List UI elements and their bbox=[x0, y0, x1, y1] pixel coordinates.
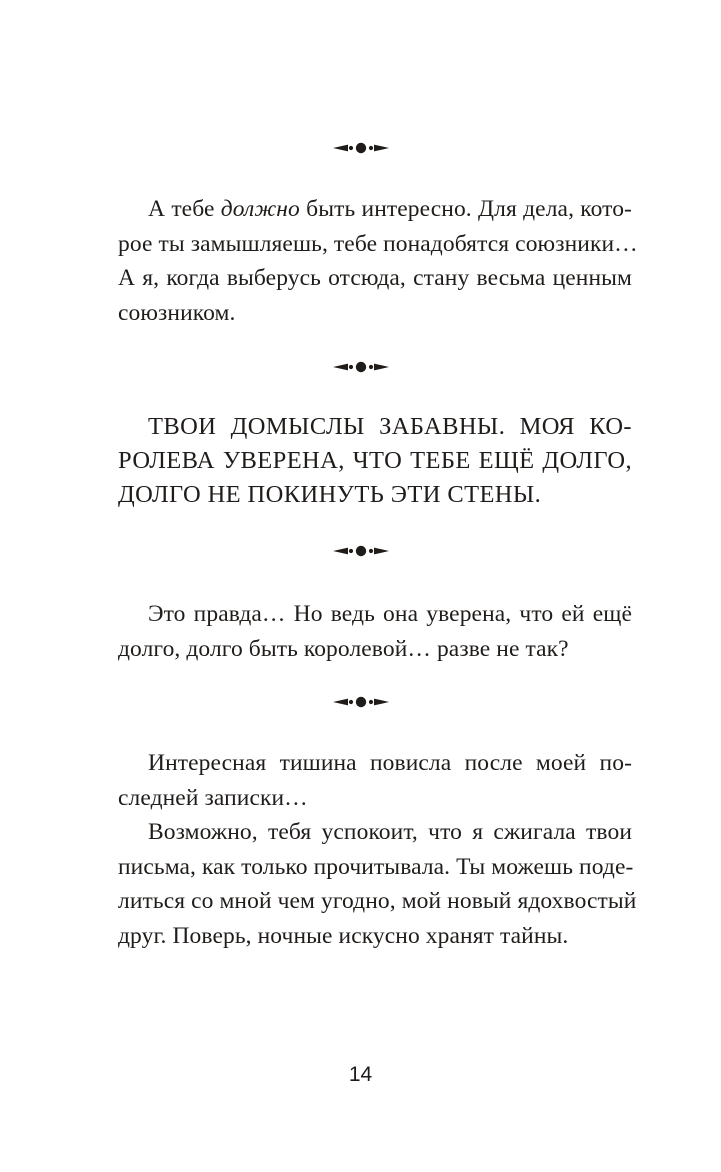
paragraph-line bbox=[118, 192, 632, 227]
paragraph-line: Возможно, тебя успокоит, что я сжигала твои bbox=[148, 819, 632, 845]
paragraph-line: друг. Поверь, ночные искусно хранят тайны. bbox=[118, 922, 569, 949]
paragraph-line: письма, как только прочитывала. Ты можешь поде- bbox=[118, 853, 634, 880]
paragraph-line: Это правда… Но ведь она уверена, что ей ещё bbox=[148, 601, 632, 627]
ornament-divider-icon bbox=[0, 541, 721, 561]
paragraph-line: союзником. bbox=[118, 299, 236, 326]
italic-emphasis: должно bbox=[220, 196, 300, 222]
ornament-divider-icon bbox=[0, 357, 721, 377]
paragraph-line: ДОЛГО НЕ ПОКИНУТЬ ЭТИ СТЕНЫ. bbox=[118, 481, 542, 508]
text-run: быть интересно. Для дела, кото- bbox=[299, 196, 632, 222]
letter-paragraph-4 bbox=[118, 746, 637, 953]
paragraph-line: следней записки… bbox=[118, 784, 308, 811]
text-run: А тебе bbox=[148, 196, 221, 222]
paragraph-line: рое ты замышляешь, тебе понадобятся союзники… bbox=[118, 230, 638, 257]
paragraph-line: Интересная тишина повисла после моей по- bbox=[148, 750, 632, 776]
letter-paragraph-1 bbox=[118, 192, 638, 330]
ornament-divider-icon bbox=[0, 138, 721, 158]
paragraph-line: литься со мной чем угодно, мой новый ядохвостый bbox=[118, 888, 637, 914]
paragraph-line: А я, когда выберусь отсюда, стану весьма ценным bbox=[118, 265, 632, 291]
ornament-divider-icon bbox=[0, 692, 721, 712]
paragraph-line: ТВОИ ДОМЫСЛЫ ЗАБАВНЫ. МОЯ КО- bbox=[148, 413, 632, 440]
paragraph-line: долго, долго быть королевой… разве не так? bbox=[118, 635, 569, 662]
page-number: 14 bbox=[348, 1063, 373, 1086]
letter-paragraph-3 bbox=[118, 597, 632, 666]
paragraph-line: РОЛЕВА УВЕРЕНА, ЧТО ТЕБЕ ЕЩЁ ДОЛГО, bbox=[118, 447, 632, 474]
letter-paragraph-2-caps bbox=[118, 410, 632, 512]
